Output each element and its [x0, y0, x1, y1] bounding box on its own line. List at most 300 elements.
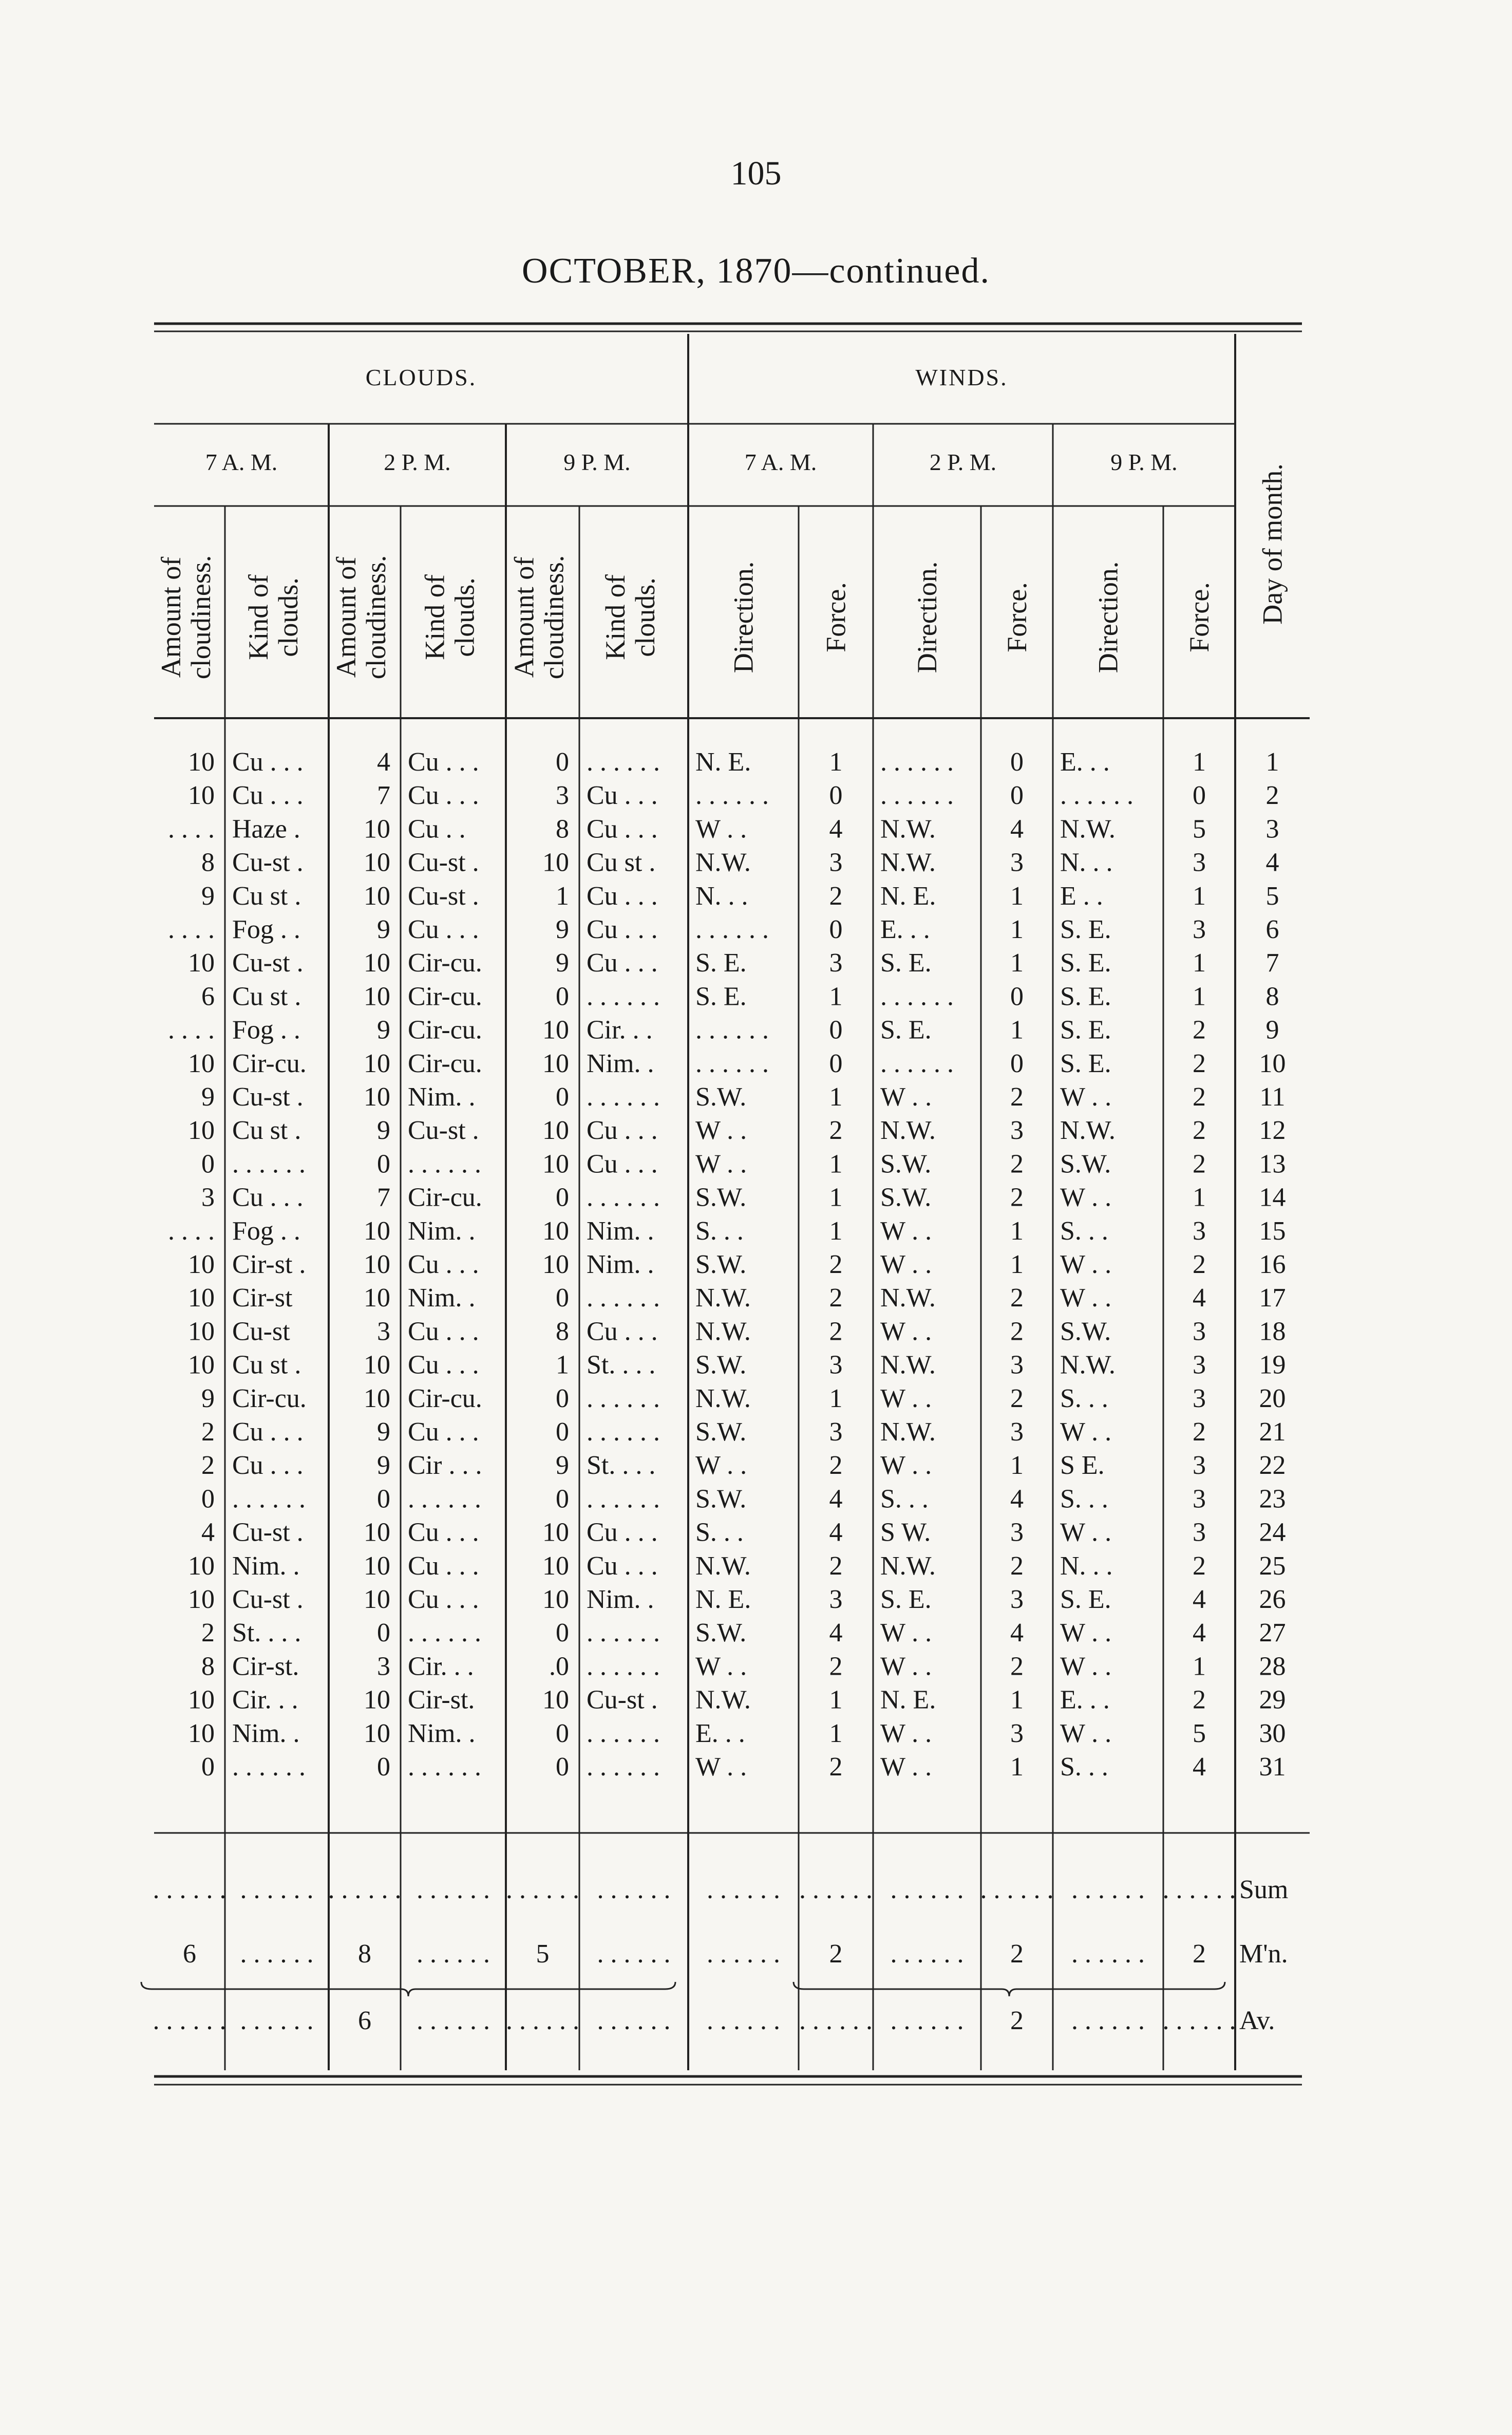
table-cell: 0 [201, 1149, 215, 1179]
table-cell: 29 [1259, 1685, 1286, 1715]
table-cell: N.W. [1060, 814, 1116, 844]
table-cell: 0 [377, 1752, 390, 1782]
table-cell: 3 [1193, 915, 1206, 944]
table-cell: 0 [556, 747, 569, 777]
table-cell: . . . . . . [408, 1618, 481, 1648]
table-cell: 1 [1010, 1216, 1024, 1246]
table-cell: S.W. [1060, 1149, 1111, 1179]
table-cell: 1 [829, 747, 843, 777]
table-cell: 3 [829, 948, 843, 978]
table-cell: Cu st . [232, 881, 301, 911]
table-cell: 9 [201, 1082, 215, 1112]
table-cell: 10 [542, 1585, 569, 1614]
table-cell: 0 [829, 1048, 843, 1078]
table-cell: 0 [377, 1618, 390, 1648]
table-cell: . . . . . . [587, 747, 660, 777]
table-cell: 9 [377, 915, 390, 944]
table-cell: . . . . . . [587, 1082, 660, 1112]
table-cell: . . . . . . [695, 915, 769, 944]
table-cell: 0 [556, 1383, 569, 1413]
table-cell: S.W. [695, 1183, 747, 1212]
table-cell: 2 [829, 1317, 843, 1346]
table-cell: 3 [1010, 1350, 1024, 1380]
table-cell: 2 [829, 1551, 843, 1581]
column-header: Force. [820, 582, 852, 652]
table-cell: 3 [1193, 848, 1206, 877]
table-cell: 4 [1010, 1484, 1024, 1514]
summary-dots: . . . . . . [597, 2006, 671, 2035]
table-cell: . . . . . . [587, 1383, 660, 1413]
summary-dots: . . . . . . [240, 1875, 314, 1904]
table-cell: 0 [829, 781, 843, 811]
summary-label: Sum [1239, 1875, 1289, 1904]
time-header: 7 A. M. [744, 449, 817, 475]
table-cell: 8 [556, 1317, 569, 1346]
table-cell: 0 [1010, 1048, 1024, 1078]
table-cell: Cu-st . [408, 881, 479, 911]
column-header: Kind of [600, 574, 631, 660]
mean-value: 5 [536, 1939, 550, 1969]
table-cell: Fog . . [232, 1216, 300, 1246]
table-cell: S E. [1060, 1451, 1105, 1481]
table-cell: 10 [188, 1116, 215, 1146]
table-cell: W . . [880, 1752, 932, 1782]
table-cell: 0 [556, 1417, 569, 1447]
table-cell: 10 [542, 1216, 569, 1246]
table-cell: 0 [556, 1718, 569, 1748]
table-cell: N.W. [880, 1350, 936, 1380]
page-title: OCTOBER, 1870—continued. [522, 251, 990, 291]
table-cell: Cir-cu. [408, 1183, 482, 1212]
page-number: 105 [730, 155, 782, 192]
table-cell: 2 [1010, 1383, 1024, 1413]
table-cell: 4 [829, 1484, 843, 1514]
table-cell: 10 [364, 1551, 390, 1581]
table-cell: 24 [1259, 1518, 1286, 1547]
table-cell: 8 [1265, 982, 1279, 1012]
table-cell: N.W. [695, 1317, 751, 1346]
table-cell: Fog . . [232, 1015, 300, 1045]
summary-dots: . . . . . . [417, 1875, 490, 1904]
table-cell: Cir-st [232, 1283, 293, 1313]
table-cell: S.W. [695, 1082, 747, 1112]
table-cell: 2 [1193, 1250, 1206, 1279]
table-cell: . . . . . . [232, 1752, 306, 1782]
summary-dots: . . . . . . [597, 1875, 671, 1904]
table-cell: 10 [188, 1350, 215, 1380]
column-header: cloudiness. [185, 555, 216, 680]
table-cell: N.W. [695, 1685, 751, 1715]
column-header: cloudiness. [538, 555, 570, 680]
table-cell: 5 [1193, 814, 1206, 844]
table-cell: 2 [1010, 1283, 1024, 1313]
table-cell: Cu-st . [408, 1116, 479, 1146]
table-cell: E. . . [1060, 1685, 1110, 1715]
table-cell: 1 [1193, 1652, 1206, 1681]
table-cell: 9 [377, 1451, 390, 1481]
summary-dots: . . . . . . [1162, 2006, 1236, 2035]
summary-label: Av. [1239, 2006, 1275, 2035]
table-cell: 0 [556, 1618, 569, 1648]
table-cell: 10 [542, 1149, 569, 1179]
summary-dots: . . . . . . [153, 1875, 226, 1904]
mean-value: 2 [1010, 1939, 1024, 1969]
table-cell: . . . . . . [587, 1618, 660, 1648]
table-cell: 0 [829, 915, 843, 944]
table-cell: 10 [364, 1350, 390, 1380]
summary-dots: . . . . . . [799, 1875, 873, 1904]
table-cell: 0 [556, 1283, 569, 1313]
table-cell: N.W. [695, 1383, 751, 1413]
table-cell: 4 [1193, 1585, 1206, 1614]
table-cell: 7 [377, 1183, 390, 1212]
column-header: Kind of [419, 574, 450, 660]
mean-value: 2 [1193, 1939, 1206, 1969]
table-cell: Cu st . [232, 1350, 301, 1380]
table-cell: 10 [542, 1685, 569, 1715]
table-cell: Cu . . . [587, 1149, 658, 1179]
summary-dots: . . . . . . [506, 1875, 579, 1904]
table-cell: 2 [201, 1417, 215, 1447]
table-cell: Cu . . . [232, 1451, 304, 1481]
table-cell: S. E. [880, 1585, 932, 1614]
table-cell: 3 [1193, 1484, 1206, 1514]
table-cell: Cir-cu. [408, 1015, 482, 1045]
summary-label: M'n. [1239, 1939, 1288, 1969]
table-cell: S. E. [1060, 915, 1111, 944]
table-cell: 2 [201, 1618, 215, 1648]
table-cell: N. E. [695, 747, 751, 777]
table-cell: S. E. [1060, 1015, 1111, 1045]
table-cell: . . . . . . [408, 1484, 481, 1514]
table-cell: N. E. [880, 881, 936, 911]
table-cell: 25 [1259, 1551, 1286, 1581]
table-cell: 10 [188, 1250, 215, 1279]
table-cell: 2 [1193, 1551, 1206, 1581]
summary-dots: . . . . . . [1071, 2006, 1145, 2035]
table-cell: Nim. . [232, 1718, 300, 1748]
table-cell: 2 [829, 1451, 843, 1481]
table-cell: . . . . . . [587, 982, 660, 1012]
table-cell: Cu-st . [232, 1518, 304, 1547]
table-cell: W . . [1060, 1518, 1112, 1547]
summary-dots: . . . . . . [240, 1939, 314, 1969]
table-cell: Cir-cu. [232, 1383, 307, 1413]
table-cell: St. . . . [232, 1618, 301, 1648]
table-cell: 10 [1259, 1048, 1286, 1078]
table-cell: 1 [1010, 1685, 1024, 1715]
table-cell: W . . [880, 1718, 932, 1748]
table-cell: Cu-st [232, 1317, 290, 1346]
table-cell: 3 [829, 848, 843, 877]
table-cell: Cu . . . [232, 781, 304, 811]
table-cell: 15 [1259, 1216, 1286, 1246]
table-cell: 1 [1010, 1015, 1024, 1045]
table-cell: 10 [542, 1551, 569, 1581]
table-cell: 7 [377, 781, 390, 811]
table-cell: W . . [880, 1216, 932, 1246]
table-cell: N.W. [695, 1283, 751, 1313]
table-cell: 22 [1259, 1451, 1286, 1481]
summary-dots: . . . . . . [1071, 1875, 1145, 1904]
summary-dots: . . . . . . [890, 1939, 964, 1969]
table-cell: 4 [1265, 848, 1279, 877]
table-cell: 10 [364, 814, 390, 844]
table-cell: S.W. [695, 1417, 747, 1447]
table-cell: 10 [364, 1283, 390, 1313]
table-cell: W . . [880, 1451, 932, 1481]
table-cell: Cu st . [587, 848, 656, 877]
column-header: Kind of [243, 574, 274, 660]
table-cell: N. E. [880, 1685, 936, 1715]
table-cell: St. . . . [587, 1350, 656, 1380]
table-cell: Cir-st. [408, 1685, 475, 1715]
summary-dots: . . . . . . [707, 1875, 780, 1904]
table-cell: Cir-cu. [408, 948, 482, 978]
average-value: 6 [358, 2006, 371, 2035]
table-cell: Nim. . [408, 1216, 476, 1246]
table-cell: N.W. [1060, 1350, 1116, 1380]
table-cell: Nim. . [408, 1283, 476, 1313]
table-cell: . . . . . . [587, 1417, 660, 1447]
table-cell: W . . [880, 1618, 932, 1648]
table-cell: 2 [1193, 1149, 1206, 1179]
table-cell: 0 [556, 1752, 569, 1782]
table-cell: Cu . . . [587, 915, 658, 944]
table-cell: W . . [1060, 1618, 1112, 1648]
table-cell: 14 [1259, 1183, 1286, 1212]
table-cell: W . . [695, 1116, 747, 1146]
table-cell: 10 [188, 1551, 215, 1581]
table-cell: S.W. [695, 1250, 747, 1279]
table-cell: 0 [829, 1015, 843, 1045]
column-header: clouds. [449, 577, 480, 657]
table-cell: W . . [1060, 1283, 1112, 1313]
table-cell: 1 [829, 1082, 843, 1112]
summary-dots: . . . . . . [799, 2006, 873, 2035]
summary-dots: . . . . . . [707, 2006, 780, 2035]
table-cell: 6 [201, 982, 215, 1012]
table-cell: Cu . . . [587, 1116, 658, 1146]
table-cell: Cu-st . [232, 848, 304, 877]
table-cell: 9 [201, 1383, 215, 1413]
table-cell: 26 [1259, 1585, 1286, 1614]
table-cell: 10 [542, 848, 569, 877]
table-cell: 2 [1265, 781, 1279, 811]
table-cell: 10 [542, 1116, 569, 1146]
table-cell: E. . . [1060, 747, 1110, 777]
table-cell: Cir-cu. [408, 1048, 482, 1078]
table-cell: 3 [1010, 1116, 1024, 1146]
table-cell: S. . . [1060, 1216, 1108, 1246]
table-cell: Cu . . . [587, 881, 658, 911]
table-cell: . . . . . . [587, 1484, 660, 1514]
table-cell: Cu . . . [408, 915, 479, 944]
table-cell: 0 [201, 1752, 215, 1782]
column-header: Amount of [331, 556, 362, 678]
table-cell: 10 [188, 1283, 215, 1313]
table-cell: 10 [542, 1250, 569, 1279]
table-cell: 9 [556, 1451, 569, 1481]
table-cell: W . . [1060, 1183, 1112, 1212]
table-cell: S.W. [695, 1618, 747, 1648]
table-cell: Cu . . . [587, 948, 658, 978]
summary-dots: . . . . . . [597, 1939, 671, 1969]
table-cell: 3 [556, 781, 569, 811]
table-cell: 2 [829, 881, 843, 911]
column-header: clouds. [273, 577, 304, 657]
table-cell: W . . [695, 1149, 747, 1179]
table-cell: 3 [1010, 1585, 1024, 1614]
table-cell: 1 [829, 982, 843, 1012]
table-cell: . . . . [168, 1216, 215, 1246]
table-cell: 4 [1010, 814, 1024, 844]
table-cell: Cir-st. [232, 1652, 299, 1681]
table-cell: N.W. [880, 1116, 936, 1146]
table-cell: Cu . . . [232, 1417, 304, 1447]
table-cell: . . . . . . [232, 1149, 306, 1179]
table-cell: S.W. [695, 1350, 747, 1380]
table-cell: 10 [188, 1048, 215, 1078]
table-cell: Cu . . . [408, 747, 479, 777]
table-cell: . . . . . . [695, 1048, 769, 1078]
summary-dots: . . . . . . [417, 2006, 490, 2035]
table-cell: W . . [1060, 1718, 1112, 1748]
table-cell: 3 [1193, 1518, 1206, 1547]
table-cell: . . . . . . [880, 982, 954, 1012]
table-cell: N. . . [695, 881, 748, 911]
table-cell: W . . [880, 1383, 932, 1413]
table-cell: 10 [188, 1317, 215, 1346]
table-cell: 0 [1010, 982, 1024, 1012]
table-cell: Cu . . . [232, 1183, 304, 1212]
summary-dots: . . . . . . [506, 2006, 579, 2035]
table-cell: Cu . . . [408, 1417, 479, 1447]
table-cell: 2 [1010, 1652, 1024, 1681]
mean-value: 8 [358, 1939, 371, 1969]
table-cell: W . . [1060, 1250, 1112, 1279]
column-header: Direction. [1092, 561, 1124, 673]
table-cell: N.W. [880, 814, 936, 844]
table-cell: Cir-cu. [232, 1048, 307, 1078]
table-cell: 28 [1259, 1652, 1286, 1681]
table-cell: N.W. [880, 848, 936, 877]
table-cell: 27 [1259, 1618, 1286, 1648]
table-cell: . . . . [168, 814, 215, 844]
summary-dots: . . . . . . [1071, 1939, 1145, 1969]
table-cell: . . . . [168, 1015, 215, 1045]
table-cell: Cir . . . [408, 1451, 482, 1481]
table-cell: 0 [1010, 781, 1024, 811]
table-cell: 20 [1259, 1383, 1286, 1413]
time-header: 2 P. M. [384, 449, 451, 475]
table-cell: N.W. [695, 848, 751, 877]
summary-dots: . . . . . . [707, 1939, 780, 1969]
table-cell: 3 [201, 1183, 215, 1212]
table-cell: 2 [1193, 1082, 1206, 1112]
table-cell: 1 [1193, 982, 1206, 1012]
table-cell: Cu-st . [232, 1585, 304, 1614]
table-cell: Haze . [232, 814, 300, 844]
table-cell: 1 [1193, 948, 1206, 978]
table-cell: 5 [1193, 1718, 1206, 1748]
table-cell: Cu . . . [408, 1551, 479, 1581]
table-cell: 1 [1265, 747, 1279, 777]
table-cell: Cir. . . [408, 1652, 474, 1681]
table-cell: S. . . [1060, 1484, 1108, 1514]
table-cell: 0 [556, 1082, 569, 1112]
table-cell: 12 [1259, 1116, 1286, 1146]
table-cell: 30 [1259, 1718, 1286, 1748]
table-cell: 10 [188, 948, 215, 978]
table-cell: S. . . [695, 1216, 744, 1246]
table-cell: 1 [1193, 881, 1206, 911]
table-cell: 2 [1193, 1417, 1206, 1447]
table-cell: S. . . [880, 1484, 929, 1514]
table-cell: 10 [542, 1048, 569, 1078]
table-cell: . . . . . . [587, 1652, 660, 1681]
table-cell: Cu . . . [587, 1518, 658, 1547]
table-cell: 3 [1010, 1718, 1024, 1748]
table-cell: 3 [1193, 1216, 1206, 1246]
table-cell: 10 [188, 747, 215, 777]
table-cell: 1 [1010, 1752, 1024, 1782]
table-cell: 3 [1193, 1317, 1206, 1346]
table-cell: W . . [880, 1317, 932, 1346]
table-cell: . . . . . . [880, 747, 954, 777]
table-cell: Cu . . . [408, 1585, 479, 1614]
table-cell: 1 [1193, 1183, 1206, 1212]
table-cell: 1 [829, 1685, 843, 1715]
table-cell: 10 [188, 1685, 215, 1715]
table-cell: S. . . [695, 1518, 744, 1547]
table-cell: 9 [377, 1116, 390, 1146]
table-cell: Nim. . [587, 1585, 654, 1614]
table-cell: 3 [1010, 848, 1024, 877]
table-cell: 1 [556, 881, 569, 911]
table-cell: 10 [364, 1048, 390, 1078]
table-cell: 0 [1193, 781, 1206, 811]
table-cell: W . . [880, 1250, 932, 1279]
table-cell: 23 [1259, 1484, 1286, 1514]
table-cell: . . . . . . [695, 1015, 769, 1045]
table-cell: 0 [556, 982, 569, 1012]
table-cell: 4 [201, 1518, 215, 1547]
table-cell: Cu . . . [232, 747, 304, 777]
table-cell: 1 [829, 1216, 843, 1246]
table-cell: 18 [1259, 1317, 1286, 1346]
table-cell: Cir-cu. [408, 982, 482, 1012]
table-cell: 0 [377, 1484, 390, 1514]
table-cell: 0 [201, 1484, 215, 1514]
table-cell: S. E. [880, 1015, 932, 1045]
table-cell: 4 [1193, 1752, 1206, 1782]
table-cell: . . . . . . [880, 1048, 954, 1078]
table-cell: S. E. [695, 982, 747, 1012]
column-header: Direction. [912, 561, 942, 673]
table-cell: N.W. [695, 1551, 751, 1581]
time-header: 2 P. M. [929, 449, 997, 475]
table-cell: Cu st . [232, 982, 301, 1012]
table-cell: 21 [1259, 1417, 1286, 1447]
table-cell: 10 [364, 1082, 390, 1112]
summary-dots: . . . . . . [417, 1939, 490, 1969]
table-cell: Cu . . . [587, 814, 658, 844]
table-cell: . . . . . . [587, 1752, 660, 1782]
table-cell: 10 [364, 1216, 390, 1246]
table-cell: 0 [556, 1183, 569, 1212]
table-cell: S. E. [1060, 982, 1111, 1012]
